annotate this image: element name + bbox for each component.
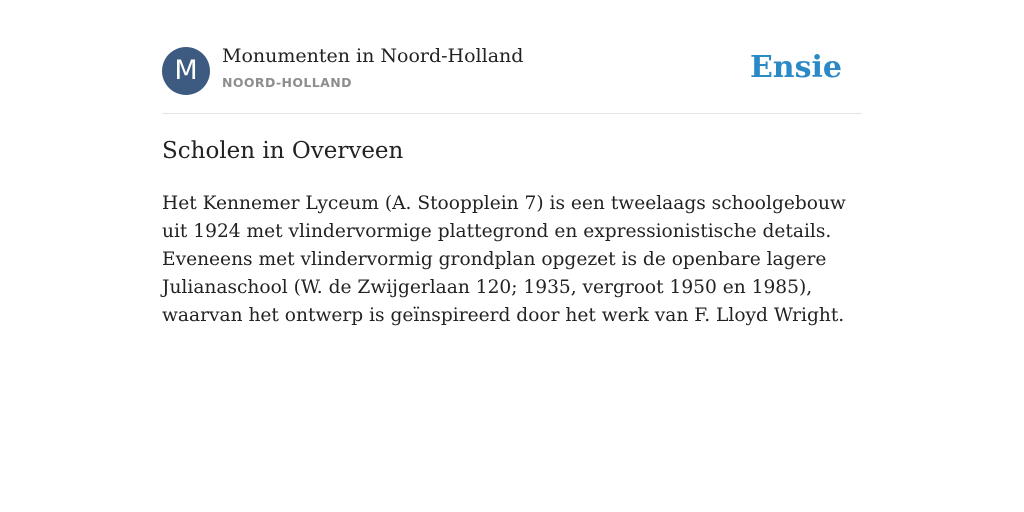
article-title: Scholen in Overveen bbox=[162, 138, 404, 164]
source-header bbox=[162, 0, 862, 114]
source-title[interactable]: Monumenten in Noord-Holland bbox=[222, 45, 524, 67]
article-body: Het Kennemer Lyceum (A. Stoopplein 7) is een tweelaags schoolgebouw uit 1924 met vlindervormige plattegrond en expressionistische details. Eveneens met vlindervormig grondplan opgezet is de openbare lagere Julianaschool (W. de Zwijgerlaan 120; 1935, vergroot 1950 en 1985), waarvan het ontwerp is geïnspireerd door het werk van F. Lloyd Wright. bbox=[162, 193, 846, 326]
source-subtitle: NOORD-HOLLAND bbox=[222, 75, 352, 90]
avatar[interactable]: M bbox=[162, 47, 210, 95]
brand-logo[interactable]: Ensie bbox=[749, 50, 842, 85]
article-card bbox=[162, 0, 862, 326]
